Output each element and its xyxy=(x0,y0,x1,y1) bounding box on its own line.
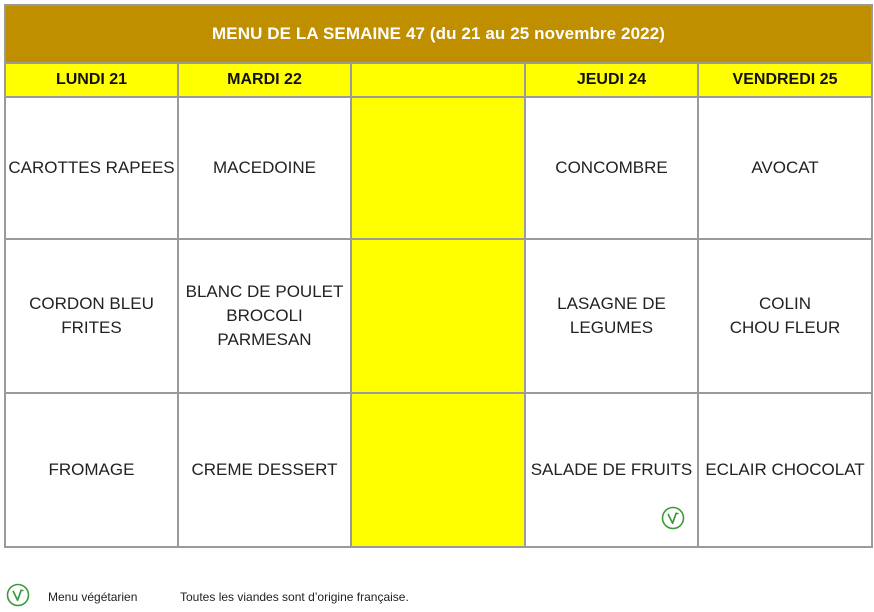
dish-line: CAROTTES RAPEES xyxy=(8,158,175,177)
vegetarian-v-icon xyxy=(6,583,30,607)
day-header-row xyxy=(5,63,872,97)
vegetarian-legend-label: Menu végétarien xyxy=(48,590,138,604)
menu-cell-monday xyxy=(5,239,178,393)
menu-cell-wednesday-blank xyxy=(351,393,525,547)
dish-line: PARMESAN xyxy=(217,330,312,349)
title-row xyxy=(5,5,872,63)
menu-cell-friday xyxy=(698,393,872,547)
day-header-thursday: JEUDI 24 xyxy=(525,63,698,97)
dish-line: CONCOMBRE xyxy=(555,158,668,177)
dish-line: CORDON BLEU xyxy=(29,294,154,313)
menu-cell-tuesday xyxy=(178,239,351,393)
vegetarian-v-icon xyxy=(661,506,685,530)
menu-cell-tuesday xyxy=(178,393,351,547)
weekly-menu-table xyxy=(4,4,873,548)
dish-line: FROMAGE xyxy=(48,460,135,479)
menu-cell-thursday xyxy=(525,239,698,393)
footer-legend xyxy=(6,582,866,610)
menu-cell-friday xyxy=(698,239,872,393)
menu-cell-tuesday xyxy=(178,97,351,239)
dish-line: COLIN xyxy=(759,294,811,313)
menu-cell-wednesday-blank xyxy=(351,97,525,239)
day-header-tuesday: MARDI 22 xyxy=(178,63,351,97)
dish-line: LEGUMES xyxy=(569,318,654,337)
dish-line: SALADE DE FRUITS xyxy=(530,460,693,479)
menu-cell-monday xyxy=(5,97,178,239)
dish-line: CREME DESSERT xyxy=(191,460,338,479)
menu-row-main xyxy=(5,239,872,393)
menu-title: MENU DE LA SEMAINE 47 (du 21 au 25 novembre 2022) xyxy=(5,5,872,63)
meat-origin-note: Toutes les viandes sont d’origine française. xyxy=(180,590,409,604)
dish-line: BLANC DE POULET xyxy=(185,282,344,301)
dish-line: LASAGNE DE xyxy=(557,294,666,313)
menu-row-starter xyxy=(5,97,872,239)
dish-line: CHOU FLEUR xyxy=(729,318,841,337)
dish-line: FRITES xyxy=(61,318,122,337)
menu-row-dessert xyxy=(5,393,872,547)
menu-cell-thursday xyxy=(525,393,698,547)
menu-cell-wednesday-blank xyxy=(351,239,525,393)
dish-line: AVOCAT xyxy=(751,158,819,177)
dish-line: ECLAIR CHOCOLAT xyxy=(705,460,865,479)
day-header-wednesday xyxy=(351,63,525,97)
dish-line: BROCOLI xyxy=(226,306,303,325)
menu-cell-friday xyxy=(698,97,872,239)
day-header-monday: LUNDI 21 xyxy=(5,63,178,97)
menu-cell-thursday xyxy=(525,97,698,239)
menu-cell-monday xyxy=(5,393,178,547)
dish-line: MACEDOINE xyxy=(213,158,316,177)
day-header-friday: VENDREDI 25 xyxy=(698,63,872,97)
